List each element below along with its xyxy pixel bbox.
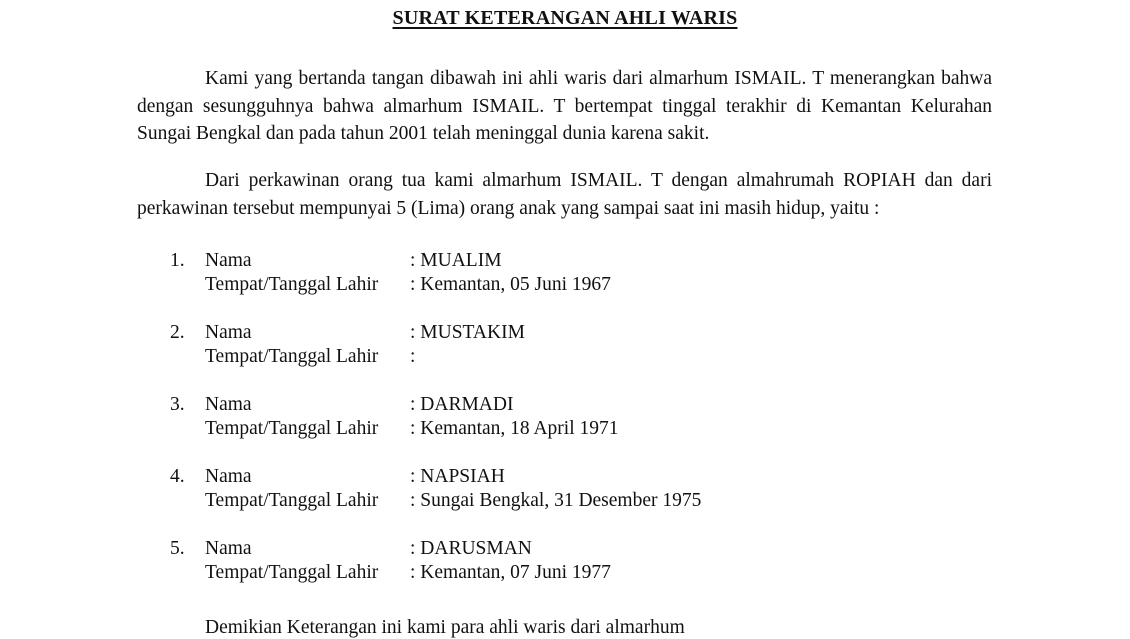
heir-number: 2.: [170, 322, 185, 343]
heir-birth: :: [410, 346, 416, 367]
heir-item: [0, 538, 1130, 588]
name-label: Nama: [205, 250, 252, 271]
heir-number: 3.: [170, 394, 185, 415]
name-label: Nama: [205, 394, 252, 415]
heir-item: [0, 466, 1130, 516]
birth-label: Tempat/Tanggal Lahir: [205, 562, 379, 583]
heir-birth: : Kemantan, 18 April 1971: [410, 418, 619, 439]
heir-birth: : Kemantan, 07 Juni 1977: [410, 562, 611, 583]
birth-label: Tempat/Tanggal Lahir: [205, 418, 379, 439]
heir-birth: : Sungai Bengkal, 31 Desember 1975: [410, 490, 702, 511]
document-title: SURAT KETERANGAN AHLI WARIS: [392, 7, 738, 29]
name-label: Nama: [205, 538, 252, 559]
heir-number: 1.: [170, 250, 185, 271]
name-label: Nama: [205, 466, 252, 487]
heir-name: : DARUSMAN: [410, 538, 532, 559]
heir-item: [0, 250, 1130, 300]
heir-number: 5.: [170, 538, 185, 559]
birth-label: Tempat/Tanggal Lahir: [205, 346, 379, 367]
family-paragraph: Dari perkawinan orang tua kami almarhum ISMAIL. T dengan almahrumah ROPIAH dan dari perkawinan tersebut mempunyai 5 (Lima) orang anak yang sampai saat ini masih hidup, yaitu :: [137, 170, 992, 219]
birth-label: Tempat/Tanggal Lahir: [205, 490, 379, 511]
birth-label: Tempat/Tanggal Lahir: [205, 274, 379, 295]
heir-name: : DARMADI: [410, 394, 514, 415]
closing-paragraph: Demikian Keterangan ini kami para ahli waris dari almarhum: [205, 617, 685, 638]
heir-name: : MUALIM: [410, 250, 502, 271]
heir-birth: : Kemantan, 05 Juni 1967: [410, 274, 611, 295]
opening-paragraph: Kami yang bertanda tangan dibawah ini ahli waris dari almarhum ISMAIL. T menerangkan bahwa dengan sesungguhnya bahwa almarhum ISMAIL. T bertempat tinggal terakhir di Kemantan Kelurahan Sungai Bengkal dan pada tahun 2001 telah meninggal dunia karena sakit.: [137, 68, 992, 144]
heir-name: : NAPSIAH: [410, 466, 505, 487]
heir-item: [0, 394, 1130, 444]
name-label: Nama: [205, 322, 252, 343]
heir-item: [0, 322, 1130, 372]
heir-name: : MUSTAKIM: [410, 322, 525, 343]
heir-number: 4.: [170, 466, 185, 487]
